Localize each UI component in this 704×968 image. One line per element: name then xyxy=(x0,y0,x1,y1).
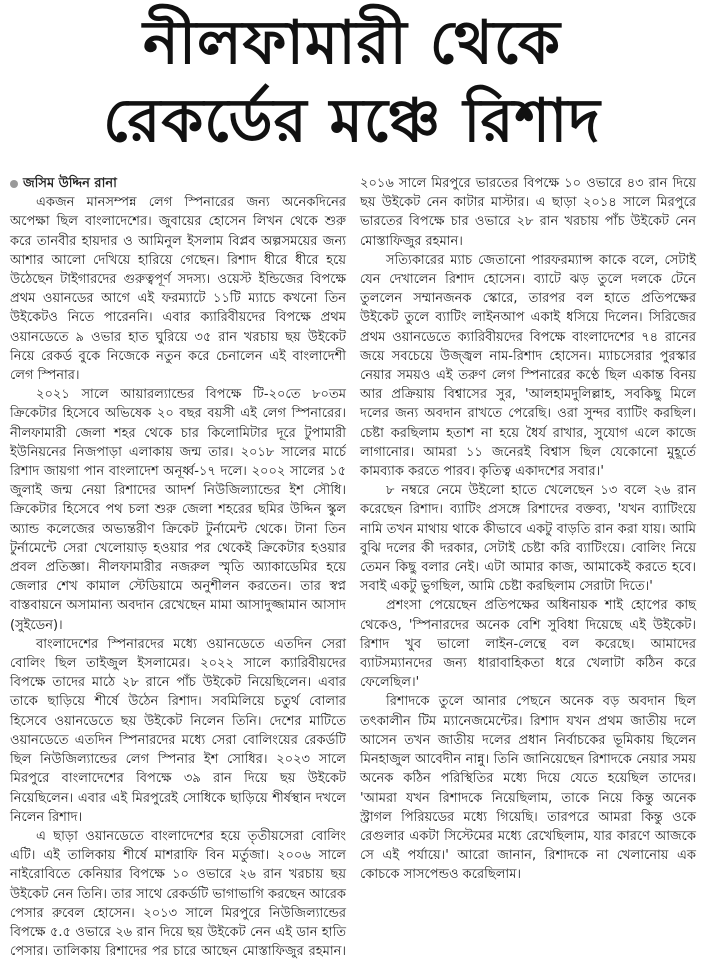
headline-line-1: নীলফামারী থেকে xyxy=(143,8,561,78)
paragraph: এ ছাড়া ওয়ানডেতে বাংলাদেশের হয়ে তৃতীয়সেরা বোলিং এটি। এই তালিকায় শীর্ষে মাশরাফি বিন মর্তুজা। ২০০৬ সালে নাইরোবিতে কেনিয়ার বিপক্ষে ১০ ওভারে ২৬ রান খরচায় ছয় উইকেট নেন তিনি। তার সাথে রেকর্ডটি ভাগাভাগি করছেন আরেক পেসার রুবেল হোসেন। ২০১৩ সালে মিরপুরে নিউজিল্যান্ডের বিপক্ষে ৫.৫ ওভারে ২৬ রান দিয়ে ছয় উইকেট নেন এই ডান হাতি পেসার। তালিকায় রিশাদের পর চারে আছেন মোস্তাফিজুর রহমান। ২০১৬ সালে মিরপুরে ভারতের বিপক্ষে ১০ ওভারে ৪৩ রান দিয়ে ছয় উইকেট নেন কাটার মাস্টার। এ ছাড়া ২০১৪ সালে মিরপুরে ভারতের বিপক্ষে চার ওভারে ২৮ রান খরচায় পাঁচ উইকেট নেন মোস্তাফিজুর রহমান। xyxy=(10,176,696,960)
paragraph: বাংলাদেশের স্পিনারদের মধ্যে ওয়ানডেতে এতদিন সেরা বোলিং ছিল তাইজুল ইসলামের। ২০২২ সালে ক্যারিবীয়দের বিপক্ষে তাদের মাঠে ২৮ রানে পাঁচ উইকেট নিয়েছিলেন। এবার তাকে ছাড়িয়ে শীর্ষে উঠেন রিশাদ। সবমিলিয়ে চতুর্থ বোলার হিসেবে ওয়ানডেতে ছয় উইকেট নিলেন তিনি। দেশের মাটিতে ওয়ানডেতে এতদিন স্পিনারদের মধ্যে সেরা বোলিংয়ের রেকর্ডটি ছিল নিউজিল্যান্ডের লেগ স্পিনার ইশ সোধির। ২০২৩ সালে মিরপুরে বাংলাদেশের বিপক্ষে ৩৯ রান দিয়ে ছয় উইকেট নিয়েছিলেন। এবার এই মিরপুরেই সোধিকে ছাড়িয়ে শীর্ষস্থান দখলে নিলেন রিশাদ। xyxy=(10,636,346,825)
paragraph: প্রশংসা পেয়েছেন প্রতিপক্ষের অধিনায়ক শাই হোপের কাছ থেকেও, 'স্পিনারদের অনেক বেশি সুবিধা দিয়েছে এই উইকেট। রিশাদ খুব ভালো লাইন-লেন্থে বল করেছে। আমাদের ব্যাটসম্যানদের জন্য ধারাবাহিকতা ধরে খেলাটা কঠিন করে ফেলেছিল।' xyxy=(360,598,696,691)
bullet-icon xyxy=(10,180,18,188)
paragraph: রিশাদকে তুলে আনার পেছনে অনেক বড় অবদান ছিল তৎকালীন টিম ম্যানেজমেন্টের। রিশাদ যখন প্রথম জাতীয় দলে আসেন তখন জাতীয় দলের প্রধান নির্বাচকের ভূমিকায় ছিলেন মিনহাজুল আবেদীন নান্নু। তিনি জানিয়েছেন রিশাদকে নেয়ার সময় অনেক কঠিন পরিস্থিতির মধ্যে দিয়ে যেতে হয়েছিল তাদের। 'আমরা যখন রিশাদকে নিয়েছিলাম, তাকে নিয়ে কিন্তু অনেক স্ট্রাগল পিরিয়ডের মধ্যে গিয়েছি। তারপরে আমরা কিন্তু ওকে রেগুলার একটা সিস্টেমের মধ্যে রেখেছিলাম, যার কারণে আজকে সে এই পর্যায়ে।' আরো জানান, রিশাদকে না খেলানোয় এক কোচকে সাসপেন্ডও করেছিলাম। xyxy=(360,694,696,883)
paragraph: ৮ নম্বরে নেমে উইলো হাতে খেলেছেন ১৩ বলে ২৬ রান করেছেন রিশাদ। ব্যাটিং প্রসঙ্গে রিশাদের বক্তব্য, 'যখন ব্যাটিংয়ে নামি তখন মাথায় থাকে কীভাবে একটু বাড়তি রান করা যায়। আমি বুঝি দলের কী দরকার, সেটাই চেষ্টা করি ব্যাটিংয়ে। বোলিং নিয়ে তেমন কিছু বলার নেই। এটা আমার কাজ, আমাকেই করতে হবে। সবাই একটু ভুগছিল, আমি চেষ্টা করছিলাম সেরাটা দিতে।' xyxy=(360,483,696,595)
paragraph: একজন মানসম্পন্ন লেগ স্পিনারের জন্য অনেকদিনের অপেক্ষা ছিল বাংলাদেশের। জুবায়ের হোসেন লিখন থেকে শুরু করে তানবীর হায়দার ও আমিনুল ইসলাম বিপ্লব অল্পসময়ের জন্য আশার আলো দেখিয়ে হারিয়ে গেছেন। রিশাদ ধীরে ধীরে হয়ে উঠেছেন টাইগারদের গুরুত্বপূর্ণ সদস্য। ওয়েস্ট ইন্ডিজের বিপক্ষে প্রথম ওয়ানডের আগে এই ফরম্যাটে ১১টি ম্যাচে কখনো তিন উইকেটও নিতে পারেননি। এবার ক্যারিবীয়দের বিপক্ষে প্রথম ওয়ানডেতে ৯ ওভার হাত ঘুরিয়ে ৩৫ রান খরচায় ছয় উইকেট নিয়ে রেকর্ড বুকে নিজেকে নতুন করে চেনালেন এই বাংলাদেশী লেগ স্পিনার। xyxy=(10,195,346,384)
paragraph: সত্যিকারের ম্যাচ জেতানো পারফরম্যান্স কাকে বলে, সেটাই যেন দেখালেন রিশাদ হোসেন। ব্যাটে ঝড় তুলে দলকে টেনে তুললেন সম্মানজনক স্কোরে, তারপর বল হাতে প্রতিপক্ষের উইকেট তুলে ব্যাটিং লাইনআপ একাই ধসিয়ে দিলেন। সিরিজের প্রথম ওয়ানডেতে ক্যারিবীয়দের বিপক্ষে বাংলাদেশের ৭৪ রানের জয়ে সবচেয়ে উজ্জ্বল নাম-রিশাদ হোসেন। ম্যাচসেরার পুরস্কার নেয়ার সময়ও এই তরুণ লেগ স্পিনারের কণ্ঠে ছিল একান্ত বিনয় আর প্রক্রিয়ায় বিশ্বাসের সুর, 'আলহামদুলিল্লাহ, সবকিছু মিলে দলের জন্য অবদান রাখতে পেরেছি। ওরা সুন্দর ব্যাটিং করছিল। চেষ্টা করছিলাম হতাশ না হয়ে ধৈর্য রাখার, সুযোগ এলে কাজে লাগানোর। আমরা ১১ জনেরই বিশ্বাস ছিল যেকোনো মুহূর্তে কামব্যাক করতে পারব। কৃতিত্ব একাদশের সবার।' xyxy=(360,252,696,480)
headline xyxy=(0,0,704,160)
headline-line-2: রেকর্ডের মঞ্চে রিশাদ xyxy=(103,86,601,156)
paragraph: ২০২১ সালে আয়ারল্যান্ডের বিপক্ষে টি-২০তে ৮০তম ক্রিকেটার হিসেবে অভিষেক ২০ বছর বয়সী এই লেগ স্পিনারের। নীলফামারী জেলা শহর থেকে চার কিলোমিটার দূরে টুপামারী ইউনিয়নের নিজপাড়া এলাকায় জন্ম তার। ২০১৮ সালের মার্চে রিশাদ জায়গা পান বাংলাদেশ অনূর্ধ্ব-১৭ দলে। ২০০২ সালের ১৫ জুলাই জন্ম নেয়া রিশাদের আদর্শ নিউজিল্যান্ডের ইশ সৌধি। ক্রিকেটার হিসেবে পথ চলা শুরু জেলা শহরের ছমির উদ্দিন স্কুল অ্যান্ড কলেজের অভ্যন্তরীণ ক্রিকেট টুর্নামেন্ট থেকে। টানা তিন টুর্নামেন্টে সেরা খেলোয়াড় হওয়ার পর থেকেই ক্রিকেটার হওয়ার প্রবল প্রতিজ্ঞা। নীলফামারীর নজরুল স্মৃতি অ্যাকাডেমির হয়ে জেলার শেখ কামাল স্টেডিয়ামে অনুশীলন করতেন। তার স্বপ্ন বাস্তবায়নে অসামান্য অবদান রেখেছেন মামা আসাদুজ্জামান আসাদ (সুইডেন)। xyxy=(10,387,346,633)
byline xyxy=(10,174,346,193)
author-name: জসিম উদ্দিন রানা xyxy=(23,176,117,191)
article-body xyxy=(10,174,696,964)
